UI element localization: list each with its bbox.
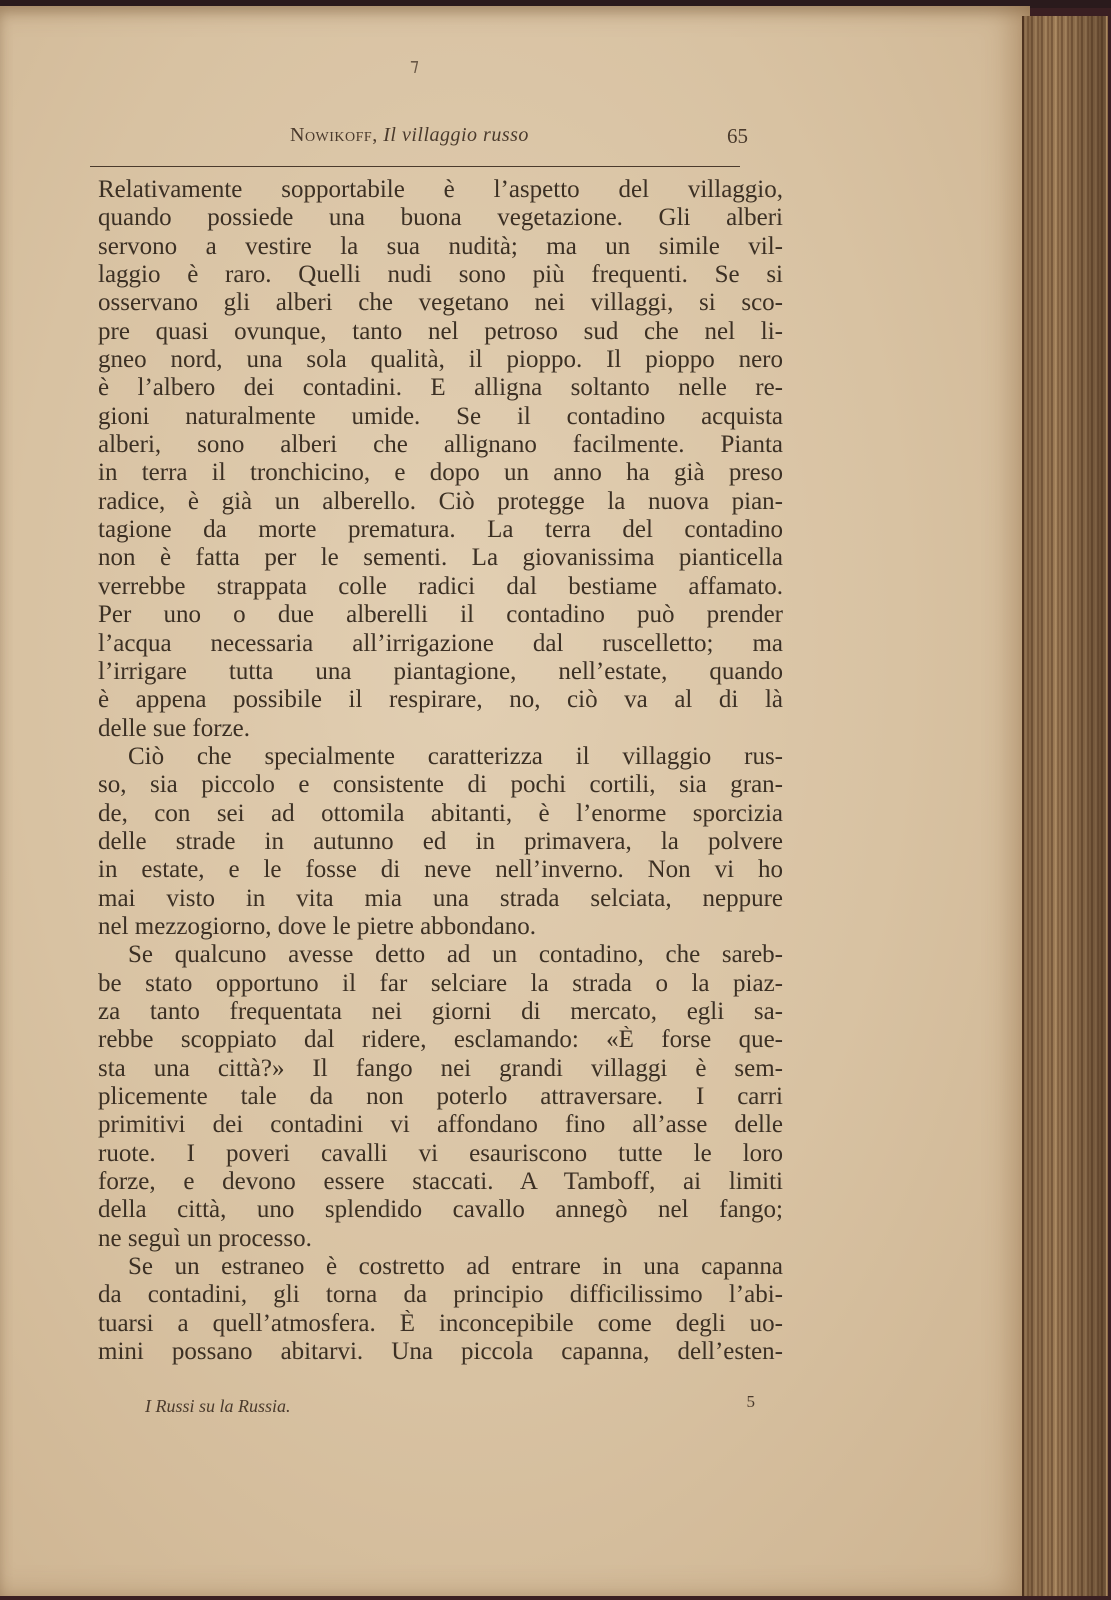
text-line: da contadini, gli torna da principio difficilissimo l’abi- bbox=[98, 1281, 783, 1309]
text-line: Se qualcuno avesse detto ad un contadino, che sareb- bbox=[128, 941, 783, 969]
running-head bbox=[290, 124, 529, 147]
text-line: alberi, sono alberi che allignano facilmente. Pianta bbox=[98, 431, 783, 459]
ink-mark: ⁊ bbox=[410, 55, 419, 76]
text-line: pre quasi ovunque, tanto nel petroso sud che nel li- bbox=[98, 317, 783, 345]
text-line: gneo nord, una sola qualità, il pioppo. Il pioppo nero bbox=[98, 346, 783, 374]
text-line: l’irrigare tutta una piantagione, nell’estate, quando bbox=[98, 657, 783, 685]
text-line: Per uno o due alberelli il contadino può prender bbox=[98, 601, 783, 629]
text-line: è l’albero dei contadini. E alligna soltanto nelle re- bbox=[98, 374, 783, 402]
text-line: osservano gli alberi che vegetano nei villaggi, si sco- bbox=[98, 289, 783, 317]
text-line: forze, e devono essere staccati. A Tamboff, ai limiti bbox=[98, 1168, 783, 1196]
page-edges-shadow bbox=[1022, 16, 1106, 1596]
text-line: plicemente tale da non poterlo attraversare. I carri bbox=[98, 1083, 783, 1110]
text-line: laggio è raro. Quelli nudi sono più frequenti. Se si bbox=[98, 261, 783, 289]
header-rule bbox=[90, 166, 740, 167]
text-line: za tanto frequentata nei giorni di mercato, egli sa- bbox=[98, 997, 783, 1025]
text-line: de, con sei ad ottomila abitanti, è l’enorme sporcizia bbox=[98, 799, 783, 827]
header-author: Nowikoff, bbox=[290, 124, 378, 146]
text-line: non è fatta per le sementi. La giovanissima pianticella bbox=[98, 544, 783, 572]
header-title: Il villaggio russo bbox=[383, 124, 529, 146]
text-line: ruote. I poveri cavalli vi esauriscono tutte le loro bbox=[98, 1139, 783, 1167]
text-line: verrebbe strappata colle radici dal bestiame affamato. bbox=[98, 572, 783, 600]
text-line: Relativamente sopportabile è l’aspetto del villaggio, bbox=[98, 176, 783, 203]
footer bbox=[145, 1392, 765, 1420]
text-line: l’acqua necessaria all’irrigazione dal ruscelletto; ma bbox=[98, 629, 783, 657]
text-line: quando possiede una buona vegetazione. Gli alberi bbox=[98, 204, 783, 232]
text-line: primitivi dei contadini vi affondano fino all’asse delle bbox=[98, 1111, 783, 1139]
text-line: Ciò che specialmente caratterizza il villaggio rus- bbox=[128, 742, 783, 770]
text-line: mini possano abitarvi. Una piccola capanna, dell’esten- bbox=[98, 1338, 783, 1366]
text-line: sta una città?» Il fango nei grandi villaggi è sem- bbox=[98, 1054, 783, 1082]
text-line: nel mezzogiorno, dove le pietre abbondano. bbox=[98, 912, 537, 940]
text-line: radice, è già un alberello. Ciò protegge la nuova pian- bbox=[98, 487, 783, 515]
page-number: 65 bbox=[727, 124, 748, 148]
text-line: tagione da morte prematura. La terra del contadino bbox=[98, 516, 783, 544]
text-line: delle sue forze. bbox=[98, 714, 251, 742]
text-line: è appena possibile il respirare, no, ciò va al di là bbox=[98, 686, 783, 714]
text-line: mai visto in vita mia una strada selciata, neppure bbox=[98, 884, 783, 912]
running-header bbox=[90, 124, 758, 164]
text-line: in terra il tronchicino, e dopo un anno ha già preso bbox=[98, 459, 783, 487]
signature-title: I Russi su la Russia. bbox=[145, 1396, 291, 1416]
text-line: so, sia piccolo e consistente di pochi cortili, sia gran- bbox=[98, 771, 783, 799]
text-line: ne seguì un processo. bbox=[98, 1224, 312, 1252]
signature-number: 5 bbox=[746, 1392, 755, 1411]
text-line: tuarsi a quell’atmosfera. È inconcepibile come degli uo- bbox=[98, 1309, 783, 1337]
text-line: rebbe scoppiato dal ridere, esclamando: «È forse que- bbox=[98, 1026, 783, 1054]
text-line: gioni naturalmente umide. Se il contadino acquista bbox=[98, 402, 783, 430]
text-line: delle strade in autunno ed in primavera, la polvere bbox=[98, 827, 783, 855]
text-line: in estate, e le fosse di neve nell’inverno. Non vi ho bbox=[98, 856, 783, 884]
text-line: be stato opportuno il far selciare la strada o la piaz- bbox=[98, 969, 783, 997]
text-line: della città, uno splendido cavallo annegò nel fango; bbox=[98, 1196, 783, 1224]
text-line: servono a vestire la sua nudità; ma un simile vil- bbox=[98, 232, 783, 260]
body-text bbox=[98, 176, 783, 1366]
text-line: Se un estraneo è costretto ad entrare in una capanna bbox=[128, 1253, 783, 1281]
